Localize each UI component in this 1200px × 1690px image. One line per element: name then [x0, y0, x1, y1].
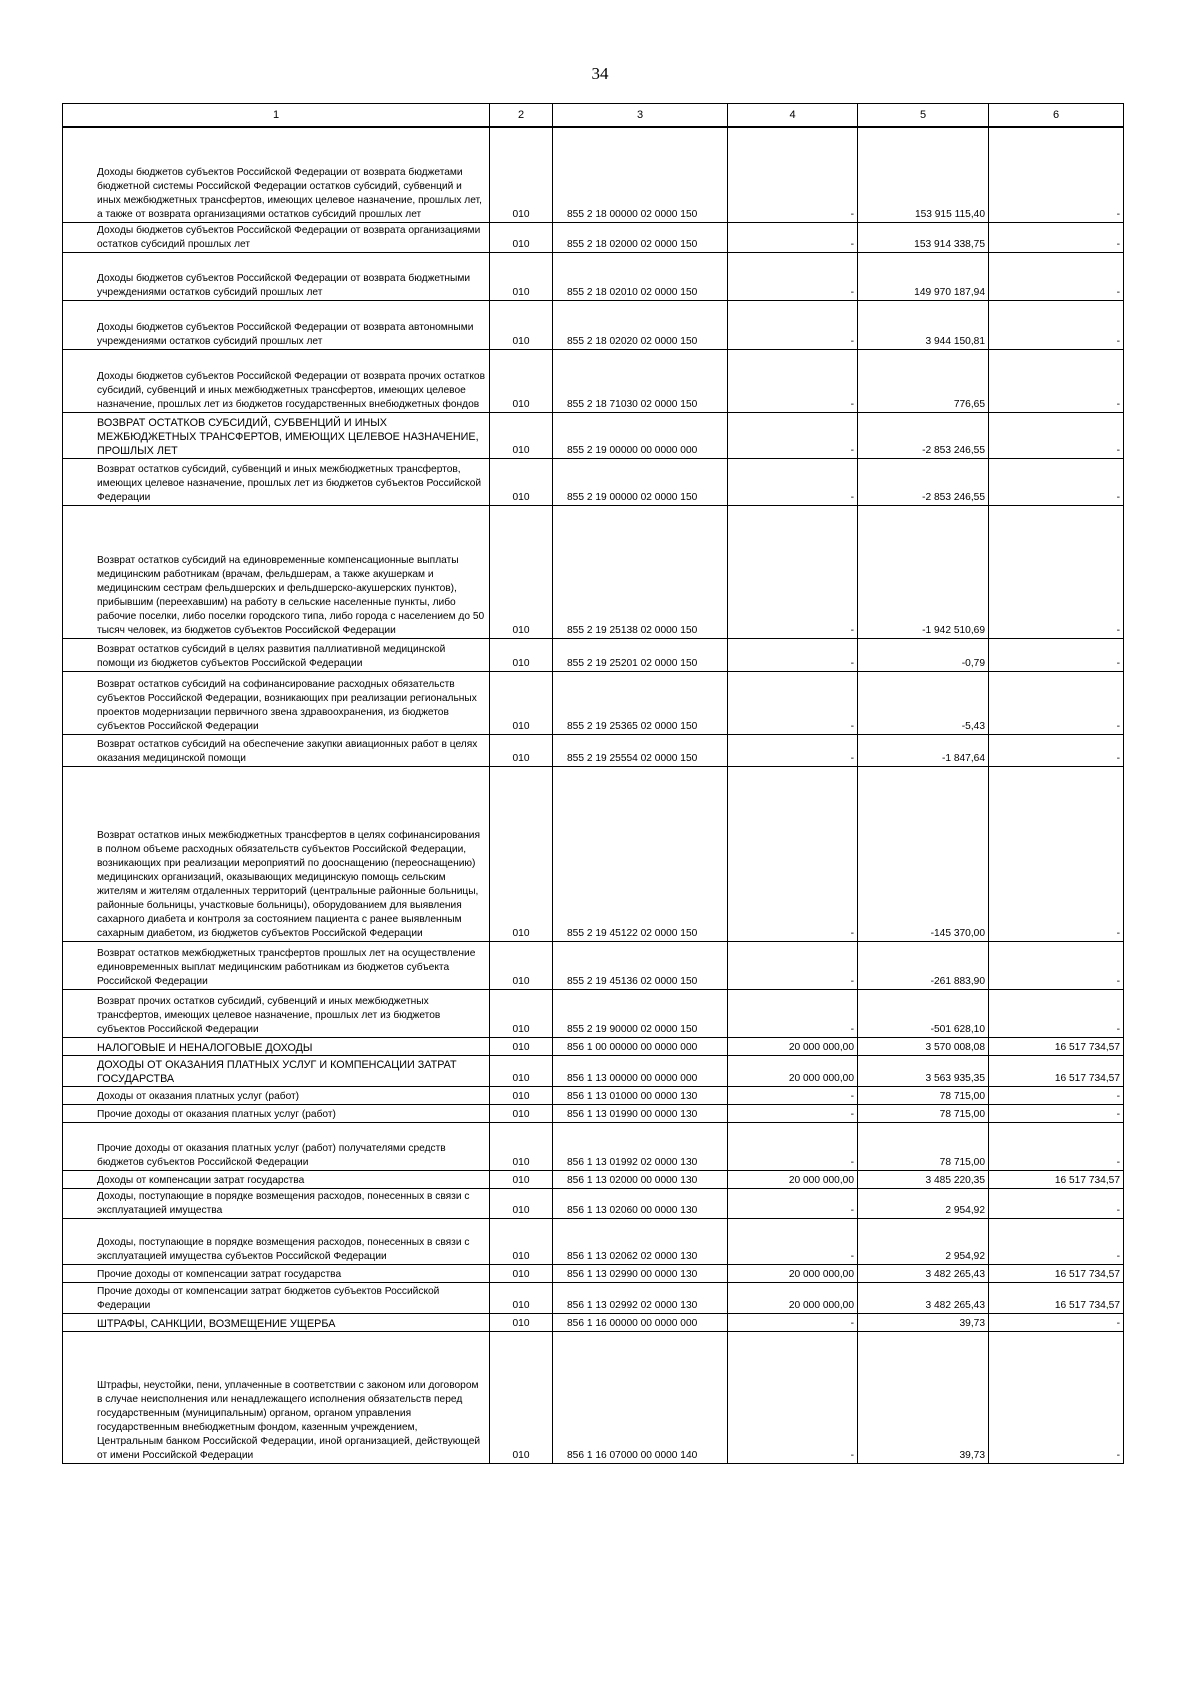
- row-code: 010: [490, 1331, 553, 1463]
- row-col-5: -1 942 510,69: [858, 505, 989, 638]
- table-row: [63, 1331, 1124, 1463]
- row-col-5: 39,73: [858, 1331, 989, 1463]
- table-row: [63, 1086, 1124, 1104]
- row-col-6: -: [989, 1122, 1124, 1170]
- page-number: 34: [591, 64, 609, 83]
- row-kbk: 856 1 13 01990 00 0000 130: [553, 1104, 728, 1122]
- row-col-4: -: [728, 1218, 858, 1264]
- row-col-6: -: [989, 1218, 1124, 1264]
- row-col-5: 3 563 935,35: [858, 1055, 989, 1086]
- row-kbk: 856 1 16 00000 00 0000 000: [553, 1313, 728, 1331]
- row-code: 010: [490, 127, 553, 222]
- row-kbk: 855 2 19 00000 00 0000 000: [553, 412, 728, 458]
- table-row: [63, 1264, 1124, 1282]
- row-code: 010: [490, 1264, 553, 1282]
- row-col-5: 153 915 115,40: [858, 127, 989, 222]
- row-col-4: 20 000 000,00: [728, 1170, 858, 1188]
- row-kbk: 856 1 13 02000 00 0000 130: [553, 1170, 728, 1188]
- row-name: НАЛОГОВЫЕ И НЕНАЛОГОВЫЕ ДОХОДЫ: [63, 1037, 490, 1055]
- row-name: Возврат остатков субсидий, субвенций и иных межбюджетных трансфертов, имеющих целевое назначение, прошлых лет из бюджетов субъектов Российской Федерации: [63, 458, 490, 505]
- row-kbk: 856 1 13 02992 02 0000 130: [553, 1282, 728, 1313]
- row-col-4: -: [728, 941, 858, 989]
- row-col-6: -: [989, 505, 1124, 638]
- row-code: 010: [490, 1086, 553, 1104]
- row-name: Доходы бюджетов субъектов Российской Федерации от возврата бюджетами бюджетной системы Российской Федерации остатков субсидий, субвенций и иных межбюджетных трансфертов, имеющих целевое назначение, прошлых лет, а также от возврата организациями остатков субсидий прошлых лет: [63, 127, 490, 222]
- table-row: [63, 1170, 1124, 1188]
- row-name: Доходы от компенсации затрат государства: [63, 1170, 490, 1188]
- table-row: [63, 989, 1124, 1037]
- row-col-4: -: [728, 734, 858, 766]
- row-col-4: -: [728, 349, 858, 412]
- row-kbk: 856 1 13 02060 00 0000 130: [553, 1188, 728, 1218]
- row-name: Прочие доходы от компенсации затрат бюджетов субъектов Российской Федерации: [63, 1282, 490, 1313]
- row-col-4: -: [728, 1313, 858, 1331]
- row-col-4: 20 000 000,00: [728, 1264, 858, 1282]
- row-kbk: 856 1 13 02062 02 0000 130: [553, 1218, 728, 1264]
- row-col-6: -: [989, 252, 1124, 300]
- row-col-4: -: [728, 127, 858, 222]
- row-name: Возврат остатков иных межбюджетных трансфертов в целях софинансирования в полном объеме расходных обязательств субъектов Российской Федерации, возникающих при реализации мероприятий по дооснащению (переоснащению) медицинских организаций, оказывающих медицинскую помощь сельским жителям и жителям отдаленных территорий (центральные районные больницы, районные больницы, участковые больницы), оборудованием для выявления сахарного диабета и контроля за состоянием пациента с ранее выявленным сахарным диабетом, из бюджетов субъектов Российской Федерации: [63, 766, 490, 941]
- row-col-5: -5,43: [858, 671, 989, 734]
- row-col-5: 2 954,92: [858, 1188, 989, 1218]
- row-name: Доходы, поступающие в порядке возмещения расходов, понесенных в связи с эксплуатацией имущества: [63, 1188, 490, 1218]
- table-row: [63, 941, 1124, 989]
- row-col-6: -: [989, 300, 1124, 349]
- table-row: [63, 1122, 1124, 1170]
- row-col-6: -: [989, 734, 1124, 766]
- row-col-5: 78 715,00: [858, 1122, 989, 1170]
- row-code: 010: [490, 1282, 553, 1313]
- row-col-6: 16 517 734,57: [989, 1170, 1124, 1188]
- table-row: [63, 1104, 1124, 1122]
- row-col-5: 149 970 187,94: [858, 252, 989, 300]
- row-col-5: 3 482 265,43: [858, 1264, 989, 1282]
- column-header: 1: [63, 104, 490, 128]
- row-kbk: 856 1 13 00000 00 0000 000: [553, 1055, 728, 1086]
- row-col-5: -145 370,00: [858, 766, 989, 941]
- row-col-4: -: [728, 505, 858, 638]
- row-kbk: 855 2 19 90000 02 0000 150: [553, 989, 728, 1037]
- row-code: 010: [490, 734, 553, 766]
- table-row: [63, 671, 1124, 734]
- column-header: 5: [858, 104, 989, 128]
- row-col-6: 16 517 734,57: [989, 1264, 1124, 1282]
- column-numbers-row: [63, 104, 1124, 128]
- row-col-4: -: [728, 766, 858, 941]
- row-col-4: 20 000 000,00: [728, 1037, 858, 1055]
- row-name: Доходы от оказания платных услуг (работ): [63, 1086, 490, 1104]
- row-col-6: -: [989, 412, 1124, 458]
- row-kbk: 855 2 19 25138 02 0000 150: [553, 505, 728, 638]
- row-name: Доходы бюджетов субъектов Российской Федерации от возврата организациями остатков субсидий прошлых лет: [63, 222, 490, 252]
- table-row: [63, 1218, 1124, 1264]
- row-name: Возврат остатков субсидий на софинансирование расходных обязательств субъектов Российской Федерации, возникающих при реализации региональных проектов модернизации первичного звена здравоохранения, из бюджетов субъектов Российской Федерации: [63, 671, 490, 734]
- row-col-4: -: [728, 1188, 858, 1218]
- table-row: [63, 1055, 1124, 1086]
- row-col-6: -: [989, 1188, 1124, 1218]
- table-body: [63, 127, 1124, 1463]
- table-row: [63, 1313, 1124, 1331]
- row-col-4: 20 000 000,00: [728, 1282, 858, 1313]
- row-name: Штрафы, неустойки, пени, уплаченные в соответствии с законом или договором в случае неисполнения или ненадлежащего исполнения обязательств перед государственным (муниципальным) органом, органом управления государственным внебюджетным фондом, казенным учреждением, Центральным банком Российской Федерации, иной организацией, действующей от имени Российской Федерации: [63, 1331, 490, 1463]
- row-col-5: 78 715,00: [858, 1104, 989, 1122]
- row-kbk: 856 1 00 00000 00 0000 000: [553, 1037, 728, 1055]
- row-col-4: -: [728, 1086, 858, 1104]
- row-col-5: 3 482 265,43: [858, 1282, 989, 1313]
- column-header: 2: [490, 104, 553, 128]
- revenue-report-table: [62, 103, 1124, 1464]
- row-kbk: 856 1 16 07000 00 0000 140: [553, 1331, 728, 1463]
- row-col-6: -: [989, 989, 1124, 1037]
- row-kbk: 855 2 18 02020 02 0000 150: [553, 300, 728, 349]
- row-col-4: -: [728, 989, 858, 1037]
- row-col-6: -: [989, 349, 1124, 412]
- row-kbk: 855 2 19 25365 02 0000 150: [553, 671, 728, 734]
- row-col-6: -: [989, 1331, 1124, 1463]
- row-name: Возврат прочих остатков субсидий, субвенций и иных межбюджетных трансфертов, имеющих целевое назначение, прошлых лет из бюджетов субъектов Российской Федерации: [63, 989, 490, 1037]
- table-row: [63, 222, 1124, 252]
- table-row: [63, 505, 1124, 638]
- row-col-4: -: [728, 300, 858, 349]
- row-col-5: 2 954,92: [858, 1218, 989, 1264]
- row-col-6: -: [989, 671, 1124, 734]
- table-row: [63, 1282, 1124, 1313]
- row-col-6: -: [989, 1313, 1124, 1331]
- row-code: 010: [490, 638, 553, 671]
- row-kbk: 856 1 13 01992 02 0000 130: [553, 1122, 728, 1170]
- row-name: Прочие доходы от оказания платных услуг (работ): [63, 1104, 490, 1122]
- row-col-6: -: [989, 1104, 1124, 1122]
- row-code: 010: [490, 1188, 553, 1218]
- row-col-5: -2 853 246,55: [858, 412, 989, 458]
- row-kbk: 855 2 19 45136 02 0000 150: [553, 941, 728, 989]
- table-row: [63, 127, 1124, 222]
- row-code: 010: [490, 1313, 553, 1331]
- row-col-5: -2 853 246,55: [858, 458, 989, 505]
- row-kbk: 855 2 18 00000 02 0000 150: [553, 127, 728, 222]
- table-row: [63, 252, 1124, 300]
- row-col-5: -0,79: [858, 638, 989, 671]
- row-code: 010: [490, 1104, 553, 1122]
- row-col-4: -: [728, 252, 858, 300]
- row-code: 010: [490, 1218, 553, 1264]
- row-code: 010: [490, 671, 553, 734]
- row-name: Доходы бюджетов субъектов Российской Федерации от возврата бюджетными учреждениями остатков субсидий прошлых лет: [63, 252, 490, 300]
- row-code: 010: [490, 222, 553, 252]
- row-col-4: -: [728, 1122, 858, 1170]
- row-col-5: -501 628,10: [858, 989, 989, 1037]
- table-row: [63, 412, 1124, 458]
- row-kbk: 856 1 13 02990 00 0000 130: [553, 1264, 728, 1282]
- column-header: 4: [728, 104, 858, 128]
- row-col-4: -: [728, 1104, 858, 1122]
- table-row: [63, 766, 1124, 941]
- row-kbk: 855 2 18 71030 02 0000 150: [553, 349, 728, 412]
- table-row: [63, 458, 1124, 505]
- row-col-6: -: [989, 941, 1124, 989]
- row-kbk: 855 2 18 02010 02 0000 150: [553, 252, 728, 300]
- column-header: 6: [989, 104, 1124, 128]
- row-name: ДОХОДЫ ОТ ОКАЗАНИЯ ПЛАТНЫХ УСЛУГ И КОМПЕНСАЦИИ ЗАТРАТ ГОСУДАРСТВА: [63, 1055, 490, 1086]
- row-col-6: -: [989, 638, 1124, 671]
- table-row: [63, 300, 1124, 349]
- table-row: [63, 638, 1124, 671]
- row-code: 010: [490, 349, 553, 412]
- table-row: [63, 349, 1124, 412]
- row-code: 010: [490, 1037, 553, 1055]
- row-name: ВОЗВРАТ ОСТАТКОВ СУБСИДИЙ, СУБВЕНЦИЙ И ИНЫХ МЕЖБЮДЖЕТНЫХ ТРАНСФЕРТОВ, ИМЕЮЩИХ ЦЕЛЕВОЕ НАЗНАЧЕНИЕ, ПРОШЛЫХ ЛЕТ: [63, 412, 490, 458]
- row-col-4: -: [728, 412, 858, 458]
- row-kbk: 855 2 18 02000 02 0000 150: [553, 222, 728, 252]
- row-code: 010: [490, 1170, 553, 1188]
- row-col-5: 78 715,00: [858, 1086, 989, 1104]
- row-kbk: 855 2 19 25201 02 0000 150: [553, 638, 728, 671]
- row-col-6: -: [989, 222, 1124, 252]
- row-name: Возврат остатков субсидий в целях развития паллиативной медицинской помощи из бюджетов субъектов Российской Федерации: [63, 638, 490, 671]
- row-name: Доходы бюджетов субъектов Российской Федерации от возврата прочих остатков субсидий, субвенций и иных межбюджетных трансфертов, имеющих целевое назначение, прошлых лет из бюджетов государственных внебюджетных фондов: [63, 349, 490, 412]
- row-col-5: 3 570 008,08: [858, 1037, 989, 1055]
- table-row: [63, 1188, 1124, 1218]
- row-col-4: -: [728, 1331, 858, 1463]
- row-col-6: -: [989, 458, 1124, 505]
- row-code: 010: [490, 252, 553, 300]
- row-col-6: 16 517 734,57: [989, 1282, 1124, 1313]
- row-col-4: 20 000 000,00: [728, 1055, 858, 1086]
- row-name: Прочие доходы от оказания платных услуг (работ) получателями средств бюджетов субъектов Российской Федерации: [63, 1122, 490, 1170]
- row-name: Возврат остатков межбюджетных трансфертов прошлых лет на осуществление единовременных выплат медицинским работникам из бюджетов субъекта Российской Федерации: [63, 941, 490, 989]
- row-name: Прочие доходы от компенсации затрат государства: [63, 1264, 490, 1282]
- row-name: Доходы, поступающие в порядке возмещения расходов, понесенных в связи с эксплуатацией имущества субъектов Российской Федерации: [63, 1218, 490, 1264]
- row-name: Доходы бюджетов субъектов Российской Федерации от возврата автономными учреждениями остатков субсидий прошлых лет: [63, 300, 490, 349]
- row-kbk: 855 2 19 00000 02 0000 150: [553, 458, 728, 505]
- row-col-5: 39,73: [858, 1313, 989, 1331]
- row-code: 010: [490, 989, 553, 1037]
- row-code: 010: [490, 505, 553, 638]
- column-header: 3: [553, 104, 728, 128]
- row-col-4: -: [728, 458, 858, 505]
- row-col-4: -: [728, 638, 858, 671]
- row-col-5: 776,65: [858, 349, 989, 412]
- row-kbk: 855 2 19 25554 02 0000 150: [553, 734, 728, 766]
- row-code: 010: [490, 1122, 553, 1170]
- row-code: 010: [490, 412, 553, 458]
- row-code: 010: [490, 300, 553, 349]
- table-row: [63, 734, 1124, 766]
- row-code: 010: [490, 941, 553, 989]
- row-col-4: -: [728, 671, 858, 734]
- row-col-6: -: [989, 766, 1124, 941]
- row-name: ШТРАФЫ, САНКЦИИ, ВОЗМЕЩЕНИЕ УЩЕРБА: [63, 1313, 490, 1331]
- row-code: 010: [490, 766, 553, 941]
- row-col-6: -: [989, 1086, 1124, 1104]
- row-col-6: 16 517 734,57: [989, 1037, 1124, 1055]
- row-col-5: 153 914 338,75: [858, 222, 989, 252]
- row-name: Возврат остатков субсидий на обеспечение закупки авиационных работ в целях оказания медицинской помощи: [63, 734, 490, 766]
- row-kbk: 856 1 13 01000 00 0000 130: [553, 1086, 728, 1104]
- row-col-6: -: [989, 127, 1124, 222]
- row-col-5: -261 883,90: [858, 941, 989, 989]
- table-row: [63, 1037, 1124, 1055]
- row-code: 010: [490, 458, 553, 505]
- row-code: 010: [490, 1055, 553, 1086]
- row-col-5: -1 847,64: [858, 734, 989, 766]
- row-col-6: 16 517 734,57: [989, 1055, 1124, 1086]
- row-col-5: 3 485 220,35: [858, 1170, 989, 1188]
- row-name: Возврат остатков субсидий на единовременные компенсационные выплаты медицинским работникам (врачам, фельдшерам, а также акушеркам и медицинским сестрам фельдшерских и фельдшерско-акушерских пунктов), прибывшим (переехавшим) на работу в сельские населенные пункты, либо рабочие поселки, либо поселки городского типа, либо города с населением до 50 тысяч человек, из бюджетов субъектов Российской Федерации: [63, 505, 490, 638]
- row-col-5: 3 944 150,81: [858, 300, 989, 349]
- row-col-4: -: [728, 222, 858, 252]
- row-kbk: 855 2 19 45122 02 0000 150: [553, 766, 728, 941]
